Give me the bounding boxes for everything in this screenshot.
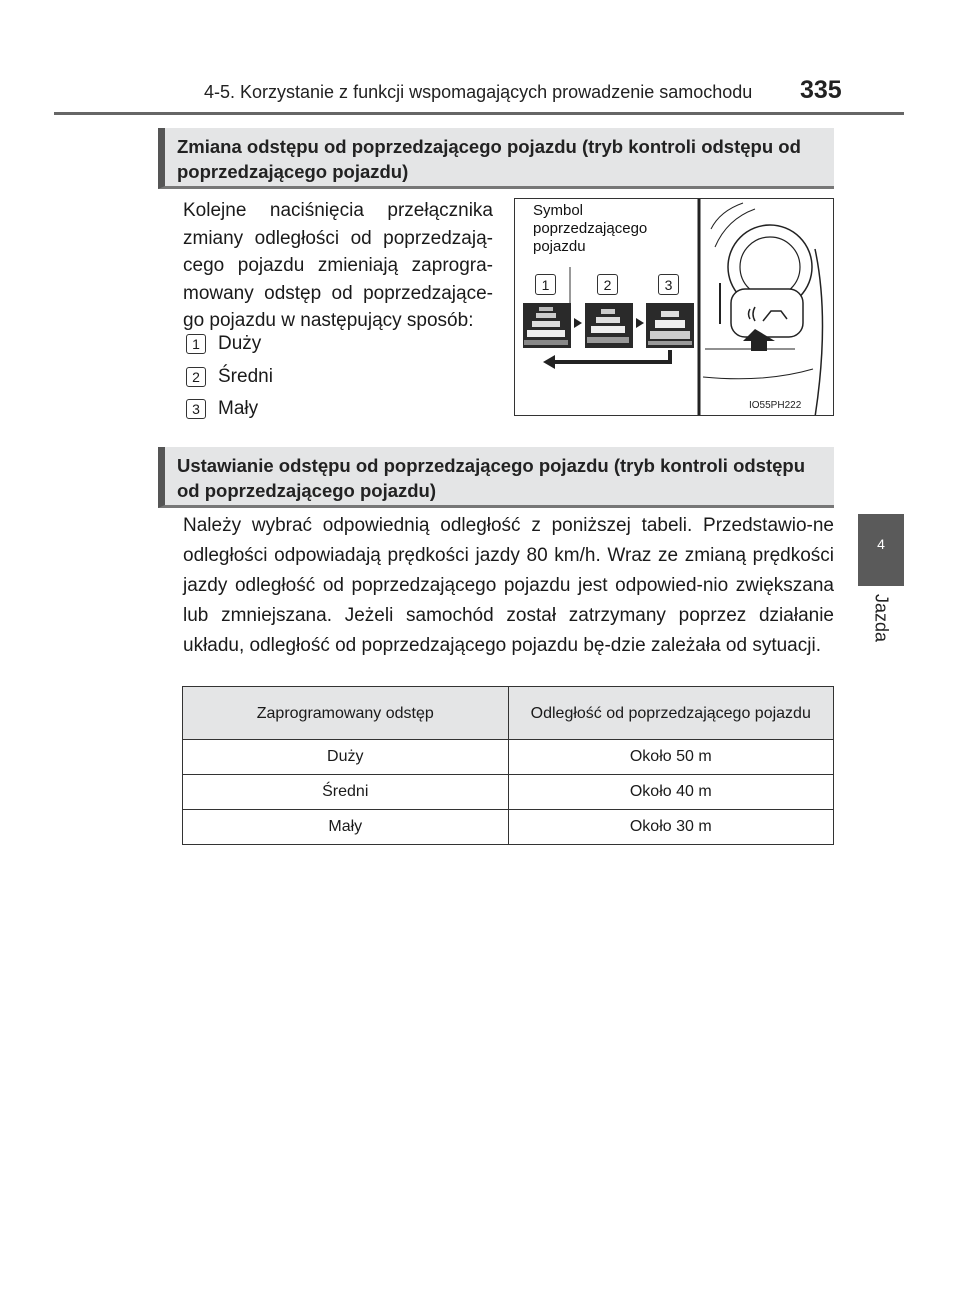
option-number: 1	[186, 334, 206, 354]
option-medium	[186, 364, 273, 390]
section-heading-2: Ustawianie odstępu od poprzedzającego pojazdu (tryb kontroli odstępu od poprzedzającego pojazdu)	[158, 447, 834, 508]
option-label: Mały	[218, 398, 259, 419]
steering-wheel-switch-icon	[703, 203, 823, 416]
table-row	[183, 810, 834, 845]
header-rule	[54, 112, 904, 115]
option-large	[186, 331, 262, 357]
option-number: 3	[186, 399, 206, 419]
table-header: Zaprogramowany odstęp	[183, 687, 509, 740]
car-distance-switch-illustration-icon	[515, 199, 834, 416]
chapter-tab	[858, 514, 904, 586]
distance-switch-figure	[514, 198, 834, 416]
vehicle-symbol-medium-icon	[585, 303, 633, 348]
figure-number: 2	[597, 274, 618, 295]
table-header-row	[183, 687, 834, 740]
table-cell: Około 50 m	[508, 740, 834, 775]
option-small	[186, 396, 259, 422]
running-header: 4-5. Korzystanie z funkcji wspomagających prowadzenie samochodu	[204, 82, 753, 102]
table-cell: Średni	[183, 775, 509, 810]
table-header: Odległość od poprzedzającego pojazdu	[508, 687, 834, 740]
figure-number: 1	[535, 274, 556, 295]
distance-table	[182, 686, 834, 845]
figure-caption: Symbol poprzedzającego pojazdu	[533, 202, 648, 255]
figure-number: 3	[658, 274, 679, 295]
option-number: 2	[186, 367, 206, 387]
vehicle-symbol-large-icon	[523, 303, 571, 348]
figure-code: IO55PH222	[749, 400, 802, 411]
table-row	[183, 775, 834, 810]
table-cell: Około 30 m	[508, 810, 834, 845]
table-cell: Mały	[183, 810, 509, 845]
table-cell: Duży	[183, 740, 509, 775]
chapter-label-text: Jazda	[871, 593, 892, 643]
section-heading-1: Zmiana odstępu od poprzedzającego pojazdu (tryb kontroli odstępu od poprzedzającego pojazdu)	[158, 128, 834, 189]
table-cell: Około 40 m	[508, 775, 834, 810]
chapter-label	[857, 588, 905, 648]
option-label: Duży	[218, 333, 262, 354]
vehicle-symbol-small-icon	[646, 303, 694, 348]
body-paragraph: Należy wybrać odpowiednią odległość z poniższej tabeli. Przedstawio-ne odległości odpowiadają prędkości jazdy 80 km/h. Wraz ze zmianą prędkości jazdy odległość od poprzedzającego pojazdu jest odpowied-nio zwiększana lub zmniejszana. Jeżeli samochód został zatrzymany poprzez działanie układu, odległość od poprzedzającego pojazdu bę-dzie zależała od sytuacji.	[183, 515, 834, 656]
option-label: Średni	[218, 366, 273, 387]
page-number: 335	[800, 76, 842, 104]
intro-paragraph: Kolejne naciśnięcia przełącznika zmiany odległości od poprzedzają-cego pojazdu zmieniają zaprogra-mowany odstęp od poprzedzające-go pojazdu w następujący sposób:	[183, 200, 493, 331]
table-row	[183, 740, 834, 775]
chapter-number: 4	[877, 536, 885, 552]
